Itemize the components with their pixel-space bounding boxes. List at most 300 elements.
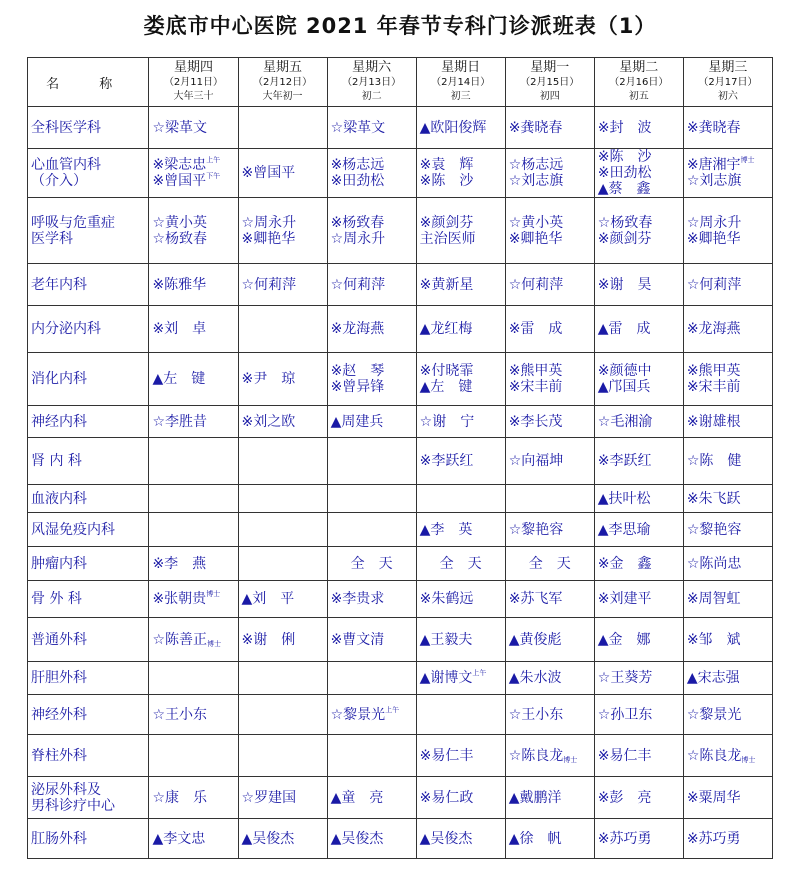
doctor-entry <box>331 379 413 395</box>
doctor-name: ☆陈良龙 <box>686 747 742 764</box>
doctor-entry <box>152 173 234 189</box>
schedule-cell <box>327 513 416 547</box>
schedule-cell <box>594 198 683 264</box>
schedule-cell <box>683 618 772 662</box>
schedule-cell <box>416 581 505 618</box>
schedule-cell <box>683 107 772 149</box>
day-header-date: （2月16日） <box>609 77 669 88</box>
schedule-cell <box>238 662 327 695</box>
department-name <box>28 777 149 819</box>
day-header-date: （2月14日） <box>431 77 491 88</box>
doctor-entry <box>242 414 324 430</box>
schedule-cell <box>416 777 505 819</box>
table-row <box>28 406 773 438</box>
doctor-entry <box>509 277 591 293</box>
schedule-cell <box>238 547 327 581</box>
doctor-entry <box>152 831 234 847</box>
day-header <box>416 58 505 107</box>
table-row <box>28 581 773 618</box>
doctor-name: ☆陈良龙 <box>508 747 564 764</box>
doctor-name: ※李 燕 <box>152 555 207 572</box>
schedule-cell <box>149 581 238 618</box>
schedule-cell <box>505 513 594 547</box>
doctor-entry <box>509 321 591 337</box>
doctor-entry <box>420 591 502 607</box>
doctor-entry <box>331 231 413 247</box>
doctor-name: ▲左 键 <box>152 371 206 387</box>
doctor-name: ※苏巧勇 <box>686 830 741 847</box>
doctor-entry <box>152 321 234 337</box>
schedule-cell <box>238 438 327 485</box>
doctor-name: ▲李 英 <box>419 521 473 538</box>
doctor-entry <box>598 165 680 181</box>
doctor-name: ☆毛湘渝 <box>597 413 653 430</box>
schedule-cell <box>594 819 683 859</box>
doctor-name: ☆刘志旗 <box>508 173 564 189</box>
schedule-cell <box>594 695 683 735</box>
schedule-cell <box>238 581 327 618</box>
doctor-name: ※曹文清 <box>330 631 385 648</box>
doctor-entry <box>420 277 502 293</box>
schedule-cell <box>238 819 327 859</box>
doctor-name: ※谢雄根 <box>686 413 741 430</box>
doctor-entry <box>687 831 769 847</box>
doctor-entry <box>152 591 234 607</box>
department-name <box>28 306 149 353</box>
schedule-cell <box>327 306 416 353</box>
schedule-cell <box>416 819 505 859</box>
doctor-name: ☆杨致春 <box>152 230 208 247</box>
doctor-entry <box>420 379 502 395</box>
schedule-cell <box>683 513 772 547</box>
doctor-name: ☆陈 健 <box>686 453 742 469</box>
department-name <box>28 264 149 306</box>
schedule-cell <box>327 735 416 777</box>
day-header-sub: 大年三十 <box>173 91 214 102</box>
schedule-cell <box>416 264 505 306</box>
doctor-name: ▲欧阳俊辉 <box>419 119 487 136</box>
doctor-entry <box>598 231 680 247</box>
doctor-entry <box>687 173 769 189</box>
note-tag: 下午 <box>206 172 221 180</box>
department-name <box>28 107 149 149</box>
day-header-date: （2月17日） <box>698 77 758 88</box>
schedule-cell <box>416 485 505 513</box>
schedule-cell <box>505 438 594 485</box>
day-header-sub: 初三 <box>450 91 471 102</box>
doctor-entry <box>509 173 591 189</box>
doctor-entry <box>420 231 502 247</box>
schedule-cell <box>327 149 416 198</box>
doctor-entry <box>598 556 680 572</box>
schedule-cell <box>683 149 772 198</box>
doctor-name: ※唐湘宇 <box>686 157 741 173</box>
day-header-day: 星期三 <box>708 60 748 75</box>
doctor-name: ▲戴鹏洋 <box>508 789 562 806</box>
doctor-name: ☆黎艳容 <box>508 521 564 538</box>
doctor-entry <box>598 321 680 337</box>
doctor-name: ▲宋志强 <box>686 670 740 686</box>
doctor-entry <box>420 321 502 337</box>
doctor-entry <box>598 491 680 507</box>
doctor-name: ▲周建兵 <box>330 413 384 430</box>
doctor-entry <box>331 632 413 648</box>
schedule-cell <box>683 735 772 777</box>
doctor-entry <box>331 414 413 430</box>
doctor-entry <box>509 215 591 231</box>
table-row <box>28 735 773 777</box>
department-name-line: 泌尿外科及 <box>31 781 101 798</box>
note-tag: 上午 <box>472 669 487 677</box>
schedule-cell <box>327 406 416 438</box>
schedule-cell <box>149 306 238 353</box>
doctor-entry <box>331 556 413 572</box>
doctor-name: ※张朝贵 <box>152 591 207 607</box>
schedule-cell <box>416 695 505 735</box>
department-name <box>28 695 149 735</box>
schedule-cell <box>327 618 416 662</box>
schedule-cell <box>238 513 327 547</box>
schedule-cell <box>505 618 594 662</box>
schedule-cell <box>505 306 594 353</box>
doctor-entry <box>331 707 413 723</box>
table-row <box>28 485 773 513</box>
doctor-name: ※谢 俐 <box>241 631 296 648</box>
doctor-entry <box>598 790 680 806</box>
doctor-name: ☆向福坤 <box>508 453 564 469</box>
doctor-name: ☆王葵芳 <box>597 670 653 686</box>
doctor-entry <box>598 379 680 395</box>
doctor-name: ▲刘 平 <box>241 591 295 607</box>
schedule-cell <box>594 618 683 662</box>
table-row <box>28 513 773 547</box>
doctor-entry <box>509 591 591 607</box>
doctor-entry <box>420 522 502 538</box>
department-name-line: 老年内科 <box>31 276 87 293</box>
doctor-entry <box>152 215 234 231</box>
schedule-cell <box>327 662 416 695</box>
doctor-entry <box>687 790 769 806</box>
doctor-name: ☆何莉萍 <box>241 276 297 293</box>
schedule-cell <box>594 735 683 777</box>
doctor-name: ※熊甲英 <box>686 363 741 379</box>
doctor-name: ☆周永升 <box>330 230 386 247</box>
note-tag: 博士 <box>563 755 578 764</box>
doctor-name: ※刘 卓 <box>152 321 207 337</box>
schedule-cell <box>505 485 594 513</box>
day-header-date: （2月11日） <box>163 77 224 88</box>
doctor-entry <box>509 790 591 806</box>
schedule-cell <box>683 695 772 735</box>
doctor-entry <box>509 522 591 538</box>
doctor-entry <box>598 181 680 197</box>
doctor-entry <box>420 120 502 136</box>
doctor-entry <box>598 522 680 538</box>
schedule-cell <box>416 735 505 777</box>
doctor-name: ▲黄俊彪 <box>508 631 562 648</box>
schedule-cell <box>149 264 238 306</box>
doctor-name: ☆梁革文 <box>330 119 386 136</box>
doctor-name: ☆康 乐 <box>152 789 208 806</box>
schedule-cell <box>683 819 772 859</box>
schedule-cell <box>416 353 505 406</box>
doctor-entry <box>509 157 591 173</box>
schedule-cell <box>327 485 416 513</box>
doctor-name: ※彭 亮 <box>597 789 652 806</box>
schedule-cell <box>327 695 416 735</box>
doctor-entry <box>598 120 680 136</box>
department-name <box>28 662 149 695</box>
doctor-name: ▲蔡 鑫 <box>597 181 651 197</box>
day-header-sub: 初六 <box>717 91 738 102</box>
doctor-entry <box>420 173 502 189</box>
doctor-entry <box>420 670 502 686</box>
schedule-cell <box>683 581 772 618</box>
schedule-cell <box>416 618 505 662</box>
doctor-entry <box>420 831 502 847</box>
schedule-cell <box>594 306 683 353</box>
doctor-entry <box>420 215 502 231</box>
doctor-name: ※李长茂 <box>508 413 563 430</box>
doctor-entry <box>687 453 769 469</box>
doctor-entry <box>331 215 413 231</box>
day-header-sub: 初二 <box>361 91 382 102</box>
doctor-name: ※谢 昊 <box>597 276 652 293</box>
schedule-cell <box>416 513 505 547</box>
page-title: 娄底市中心医院 2021 年春节专科门诊派班表（1） <box>143 14 657 38</box>
day-header <box>149 58 238 107</box>
schedule-cell <box>238 695 327 735</box>
schedule-cell <box>238 306 327 353</box>
doctor-name: ※易仁丰 <box>597 747 652 764</box>
schedule-cell <box>149 819 238 859</box>
doctor-entry <box>331 591 413 607</box>
name-column-header: 名 称 <box>28 58 149 107</box>
table-row <box>28 695 773 735</box>
doctor-entry <box>687 120 769 136</box>
doctor-name: ※曾异锋 <box>330 379 385 395</box>
note-tag: 博士 <box>207 639 222 648</box>
doctor-name: ※刘之欧 <box>241 413 296 430</box>
day-header <box>594 58 683 107</box>
doctor-name: ※田劲松 <box>597 165 652 181</box>
doctor-name: ☆何莉萍 <box>686 276 742 293</box>
doctor-entry <box>509 120 591 136</box>
doctor-name: ☆周永升 <box>686 214 742 231</box>
doctor-name: ※封 波 <box>597 119 652 136</box>
day-header <box>238 58 327 107</box>
department-name-line: 脊柱外科 <box>31 747 87 764</box>
header-row <box>28 58 773 107</box>
doctor-entry <box>598 632 680 648</box>
doctor-entry <box>331 120 413 136</box>
day-header-day: 星期一 <box>530 60 570 75</box>
schedule-cell <box>238 777 327 819</box>
doctor-name: ※卿艳华 <box>508 230 563 247</box>
doctor-name: ※龙海燕 <box>330 321 385 337</box>
doctor-name: ※陈雅华 <box>152 276 207 293</box>
day-header <box>505 58 594 107</box>
doctor-name: ▲扶叶松 <box>597 490 651 507</box>
schedule-cell <box>594 581 683 618</box>
doctor-name: ※付晓霏 <box>419 363 474 379</box>
table-row <box>28 107 773 149</box>
department-name <box>28 149 149 198</box>
doctor-entry <box>598 277 680 293</box>
doctor-name: ▲左 键 <box>419 379 473 395</box>
schedule-cell <box>505 547 594 581</box>
schedule-cell <box>505 581 594 618</box>
schedule-cell <box>416 107 505 149</box>
doctor-entry <box>242 831 324 847</box>
doctor-entry <box>687 157 769 173</box>
doctor-entry <box>687 522 769 538</box>
doctor-entry <box>152 414 234 430</box>
doctor-entry <box>598 591 680 607</box>
day-header-day: 星期六 <box>352 60 392 75</box>
doctor-name: ☆王小东 <box>508 706 564 723</box>
schedule-cell <box>416 306 505 353</box>
doctor-name: ※李跃红 <box>419 453 474 469</box>
table-row <box>28 353 773 406</box>
schedule-cell <box>327 819 416 859</box>
schedule-cell <box>238 149 327 198</box>
department-name-line: 血液内科 <box>31 490 87 507</box>
schedule-cell <box>149 547 238 581</box>
doctor-entry <box>509 231 591 247</box>
schedule-cell <box>238 618 327 662</box>
doctor-name: ※易仁丰 <box>419 747 474 764</box>
doctor-name: ※颜剑芬 <box>597 230 652 247</box>
doctor-name: 全 天 <box>350 555 393 572</box>
doctor-entry <box>420 632 502 648</box>
doctor-name: ※苏巧勇 <box>597 830 652 847</box>
day-header-date: （2月13日） <box>342 77 402 88</box>
schedule-cell <box>238 353 327 406</box>
doctor-name: ☆梁革文 <box>152 119 208 136</box>
doctor-name: ☆陈尚忠 <box>686 555 742 572</box>
schedule-cell <box>505 735 594 777</box>
doctor-name: ※赵 琴 <box>330 363 385 379</box>
note-tag: 上午 <box>206 156 221 164</box>
doctor-name: ☆黎景光 <box>330 706 386 723</box>
doctor-name: ※卿艳华 <box>241 230 296 247</box>
doctor-name: ※金 鑫 <box>597 555 652 572</box>
table-row <box>28 198 773 264</box>
doctor-entry <box>152 632 234 648</box>
doctor-entry <box>152 120 234 136</box>
schedule-cell <box>683 777 772 819</box>
doctor-entry <box>420 363 502 379</box>
note-tag: 博士 <box>741 755 756 764</box>
doctor-entry <box>331 363 413 379</box>
schedule-cell <box>683 264 772 306</box>
doctor-entry <box>420 453 502 469</box>
doctor-entry <box>598 831 680 847</box>
doctor-name: ▲吴俊杰 <box>419 830 473 847</box>
doctor-entry <box>509 363 591 379</box>
doctor-entry <box>687 748 769 764</box>
department-name-line: 消化内科 <box>31 371 87 387</box>
department-name-line: （介入） <box>31 173 87 189</box>
doctor-name: ※粟周华 <box>686 789 741 806</box>
table-row <box>28 662 773 695</box>
doctor-entry <box>687 632 769 648</box>
schedule-cell <box>594 406 683 438</box>
day-header-day: 星期二 <box>619 60 659 75</box>
doctor-name: ※朱飞跃 <box>686 490 741 507</box>
schedule-cell <box>327 353 416 406</box>
department-name-line: 肛肠外科 <box>31 830 87 847</box>
doctor-entry <box>509 632 591 648</box>
schedule-cell <box>594 485 683 513</box>
day-header-date: （2月12日） <box>253 77 313 88</box>
doctor-entry <box>420 414 502 430</box>
schedule-cell <box>594 149 683 198</box>
schedule-cell <box>594 107 683 149</box>
doctor-name: ※李贵求 <box>330 591 385 607</box>
schedule-cell <box>505 107 594 149</box>
doctor-entry <box>152 157 234 173</box>
doctor-name: ※熊甲英 <box>508 363 563 379</box>
doctor-entry <box>509 670 591 686</box>
day-header-day: 星期日 <box>441 60 481 75</box>
doctor-entry <box>420 157 502 173</box>
doctor-entry <box>687 707 769 723</box>
table-row <box>28 618 773 662</box>
doctor-name: ▲邝国兵 <box>597 379 651 395</box>
schedule-table <box>27 57 773 859</box>
schedule-cell <box>149 695 238 735</box>
department-name <box>28 485 149 513</box>
doctor-name: ※苏飞军 <box>508 591 563 607</box>
doctor-name: ☆王小东 <box>152 706 208 723</box>
schedule-cell <box>327 581 416 618</box>
department-name-line: 风湿免疫内科 <box>31 521 115 538</box>
schedule-cell <box>683 547 772 581</box>
schedule-cell <box>594 438 683 485</box>
doctor-name: ※李跃红 <box>597 453 652 469</box>
department-name-line: 肾 内 科 <box>31 453 82 469</box>
doctor-entry <box>687 556 769 572</box>
doctor-name: ☆黄小英 <box>508 214 564 231</box>
department-name-line: 心血管内科 <box>31 157 101 173</box>
doctor-entry <box>687 363 769 379</box>
doctor-name: ※宋丰前 <box>686 379 741 395</box>
doctor-name: ☆何莉萍 <box>508 276 564 293</box>
day-header-day: 星期五 <box>263 60 303 75</box>
doctor-name: ※龚晓春 <box>686 119 741 136</box>
schedule-cell <box>594 264 683 306</box>
doctor-entry <box>687 231 769 247</box>
doctor-name: ☆孙卫东 <box>597 706 653 723</box>
doctor-name: ※黄新星 <box>419 276 474 293</box>
doctor-name: ☆黎景光 <box>686 706 742 723</box>
schedule-cell <box>416 438 505 485</box>
department-name <box>28 406 149 438</box>
schedule-cell <box>416 406 505 438</box>
doctor-name: ▲朱水波 <box>508 670 562 686</box>
schedule-cell <box>683 306 772 353</box>
schedule-cell <box>238 264 327 306</box>
doctor-entry <box>598 670 680 686</box>
day-header-sub: 初四 <box>539 91 560 102</box>
doctor-name: ▲李思瑜 <box>597 521 651 538</box>
schedule-cell <box>416 662 505 695</box>
schedule-cell <box>416 149 505 198</box>
doctor-name: ※颜剑芬 <box>419 214 474 231</box>
doctor-entry <box>687 591 769 607</box>
